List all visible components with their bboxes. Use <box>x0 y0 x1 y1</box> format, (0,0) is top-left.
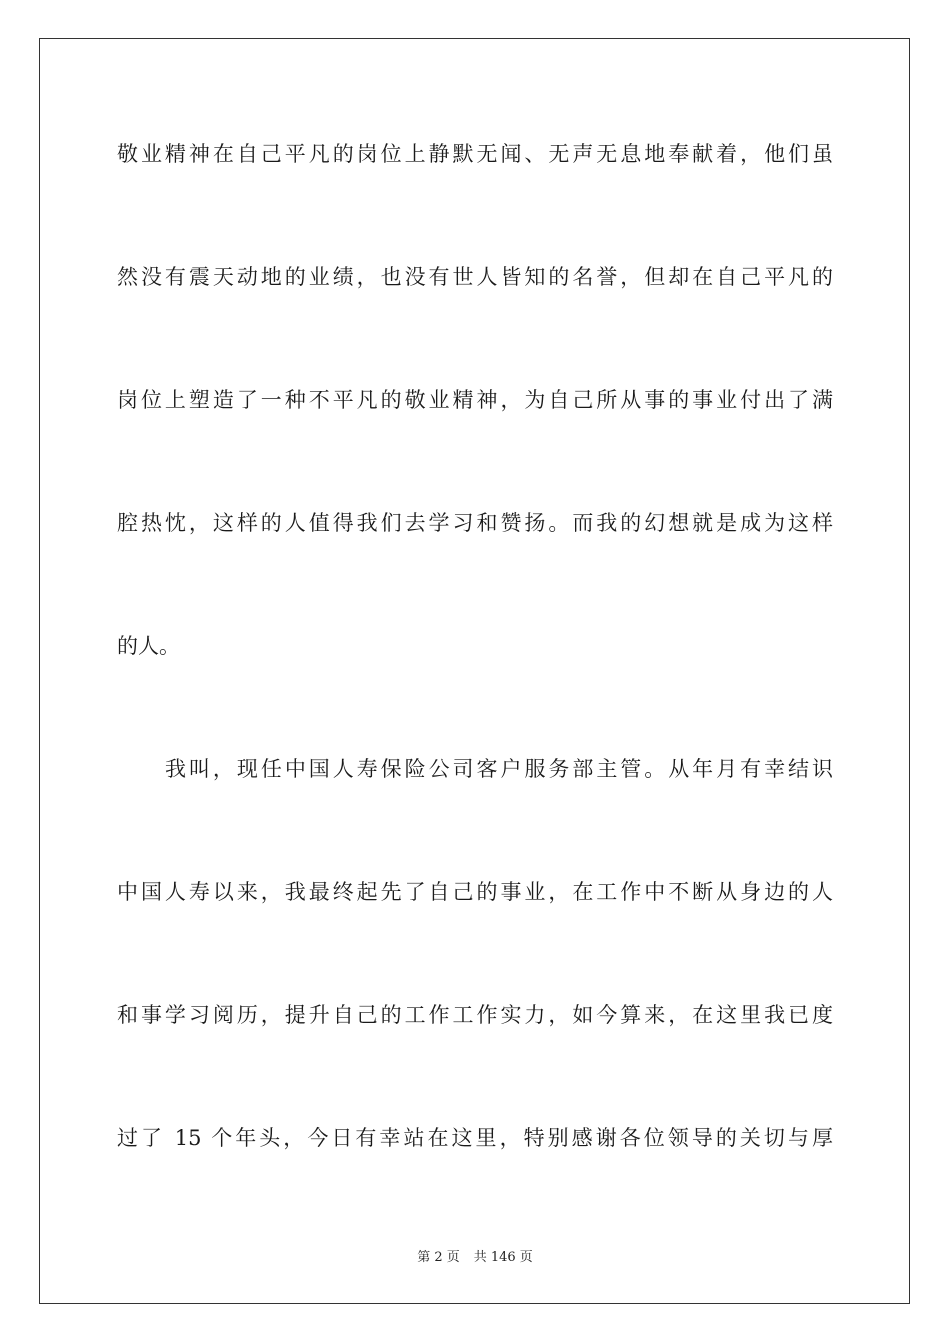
page-border <box>39 38 910 1304</box>
body-text-line: 过了 15 个年头，今日有幸站在这里，特别感谢各位领导的关切与厚 <box>117 1126 833 1150</box>
page-total: 共 146 页 <box>473 1250 533 1265</box>
body-text-line: 然没有震天动地的业绩，也没有世人皆知的名誉，但却在自己平凡的 <box>117 265 833 289</box>
paragraph-start-line: 我叫，现任中国人寿保险公司客户服务部主管。从年月有幸结识 <box>165 757 833 781</box>
page-footer <box>0 1249 950 1267</box>
body-text-line: 和事学习阅历，提升自己的工作工作实力，如今算来，在这里我已度 <box>117 1003 833 1027</box>
body-text-line: 岗位上塑造了一种不平凡的敬业精神，为自己所从事的事业付出了满 <box>117 388 833 412</box>
page-number: 第 2 页 <box>417 1250 460 1265</box>
body-text-line: 的人。 <box>117 634 180 658</box>
body-text-line: 腔热忱，这样的人值得我们去学习和赞扬。而我的幻想就是成为这样 <box>117 511 833 535</box>
body-text-line: 中国人寿以来，我最终起先了自己的事业，在工作中不断从身边的人 <box>117 880 833 904</box>
body-text-line: 敬业精神在自己平凡的岗位上静默无闻、无声无息地奉献着，他们虽 <box>117 142 833 166</box>
